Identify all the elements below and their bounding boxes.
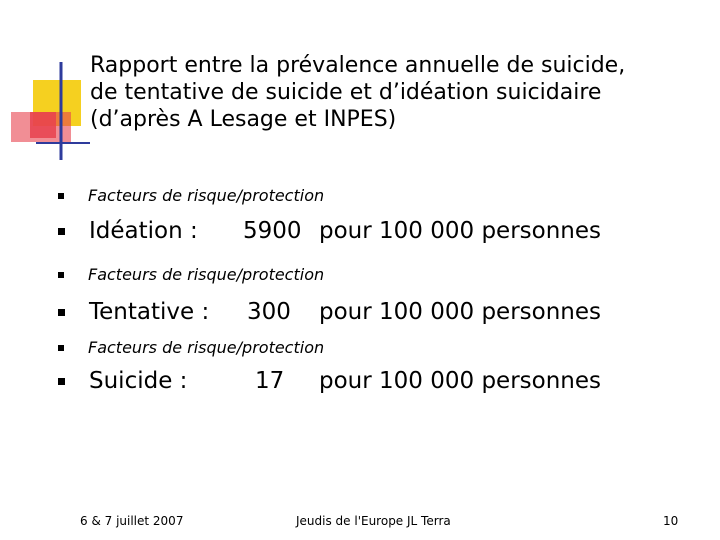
attempt-label: Tentative : xyxy=(89,299,210,325)
attempt-value: 300 xyxy=(247,299,291,325)
bullet-icon xyxy=(58,345,64,351)
risk-factor-row-3 xyxy=(58,338,324,357)
footer-center: Jeudis de l'Europe JL Terra xyxy=(296,514,451,528)
ideation-unit: pour 100 000 personnes xyxy=(319,218,601,244)
attempt-row xyxy=(58,299,601,325)
bullet-icon xyxy=(58,193,64,199)
ideation-row xyxy=(58,218,601,244)
ideation-value: 5900 xyxy=(243,218,302,244)
risk-factor-label: Facteurs de risque/protection xyxy=(88,338,325,357)
bullet-icon xyxy=(58,228,65,235)
ideation-label: Idéation : xyxy=(89,218,198,244)
risk-factor-row-2 xyxy=(58,265,324,284)
suicide-unit: pour 100 000 personnes xyxy=(319,368,601,394)
bullet-icon xyxy=(58,272,64,278)
bullet-icon xyxy=(58,309,65,316)
suicide-label: Suicide : xyxy=(89,368,188,394)
title-line-2: de tentative de suicide et d’idéation suicidaire xyxy=(90,80,602,105)
attempt-unit: pour 100 000 personnes xyxy=(319,299,601,325)
page-number: 10 xyxy=(663,514,679,528)
slide-title xyxy=(90,52,710,133)
risk-factor-label: Facteurs de risque/protection xyxy=(88,186,325,205)
title-line-1: Rapport entre la prévalence annuelle de suicide, xyxy=(90,53,626,78)
footer-date: 6 & 7 juillet 2007 xyxy=(80,514,184,528)
corner-decoration xyxy=(0,0,90,170)
suicide-value: 17 xyxy=(255,368,285,394)
red-square xyxy=(30,112,56,138)
title-line-3: (d’après A Lesage et INPES) xyxy=(90,107,397,132)
risk-factor-row-1 xyxy=(58,186,324,205)
risk-factor-label: Facteurs de risque/protection xyxy=(88,265,325,284)
suicide-row xyxy=(58,368,601,394)
bullet-icon xyxy=(58,378,65,385)
